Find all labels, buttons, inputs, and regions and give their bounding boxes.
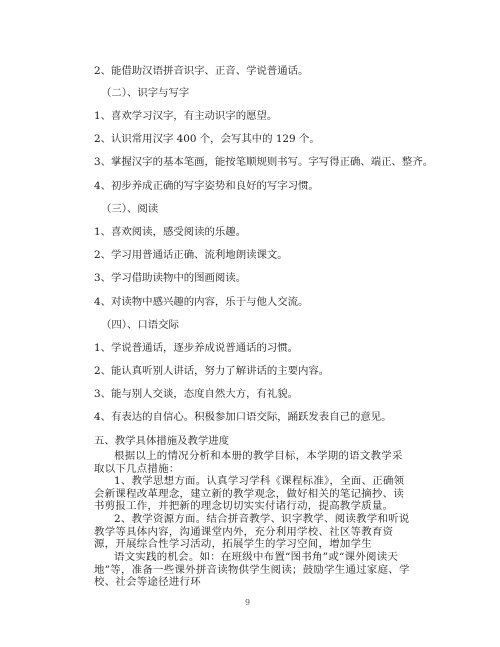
- text-line: 3、学习借助读物中的图画阅读。: [94, 272, 247, 284]
- paragraph: [94, 551, 412, 589]
- page-number: 9: [245, 598, 251, 607]
- text-line: 1、喜欢学习汉字，有主动识字的愿望。: [94, 110, 278, 122]
- paragraph-text: 2、教学资源方面。结合拼音教学、识字教学、阅读教学和听说教学等具体内容，沟通课堂内外，充分利用学校、社区等教育资源，开展综合性学习活动，拓展学生的学习空间，增加学生: [94, 513, 410, 551]
- section-heading: （二）、识字与写字: [101, 87, 190, 99]
- text-line: 2、能认真听别人讲话，努力了解讲话的主要内容。: [94, 365, 330, 377]
- text-line: 2、认识常用汉字 400 个，会写其中的 129 个。: [94, 133, 320, 145]
- text-line: 1、学说普通话，逐步养成说普通话的习惯。: [94, 342, 299, 354]
- paragraph: [94, 450, 412, 475]
- text-line: 4、有表达的自信心。积极参加口语交际，踊跃发表自己的意见。: [94, 411, 392, 423]
- text-line: 2、能借助汉语拼音识字、正音、学说普通话。: [94, 65, 309, 77]
- paragraph-text: 1、教学思想方面。认真学习学科《课程标准》，全面、正确领会新课程改革理念，建立新的教学观念，做好相关的笔记摘抄、读书剪报工作，并把新的理念切切实实付诸行动，提高教学质量。: [94, 475, 405, 513]
- text-line: 4、对读物中感兴趣的内容，乐于与他人交流。: [94, 296, 309, 308]
- text-line: 1、喜欢阅读，感受阅读的乐趣。: [94, 226, 247, 238]
- section-heading: （四）、口语交际: [101, 319, 179, 331]
- text-line: 3、掌握汉字的基本笔画，能按笔顺规则书写。字写得正确、端正、整齐。: [94, 156, 434, 168]
- paragraph: [94, 513, 412, 551]
- section-heading: 五、教学具体措施及教学进度: [94, 435, 230, 447]
- text-line: 4、初步养成正确的写字姿势和良好的写字习惯。: [94, 180, 319, 192]
- paragraph-text: 语文实践的机会。如：在班级中布置“图书角”或“课外阅读天地”等，准备一些课外拼音读物供学生阅读；鼓励学生通过家庭、学校、社会等途径进行环: [94, 551, 410, 589]
- section-heading: （三）、阅读: [101, 203, 159, 215]
- paragraph: [94, 475, 412, 513]
- text-line: 2、学习用普通话正确、流利地朗读课文。: [94, 249, 288, 261]
- text-line: 3、能与别人交谈，态度自然大方，有礼貌。: [94, 388, 299, 400]
- paragraph-text: 根据以上的情况分析和本册的教学目标，本学期的语文教学采取以下几点措施：: [94, 450, 403, 475]
